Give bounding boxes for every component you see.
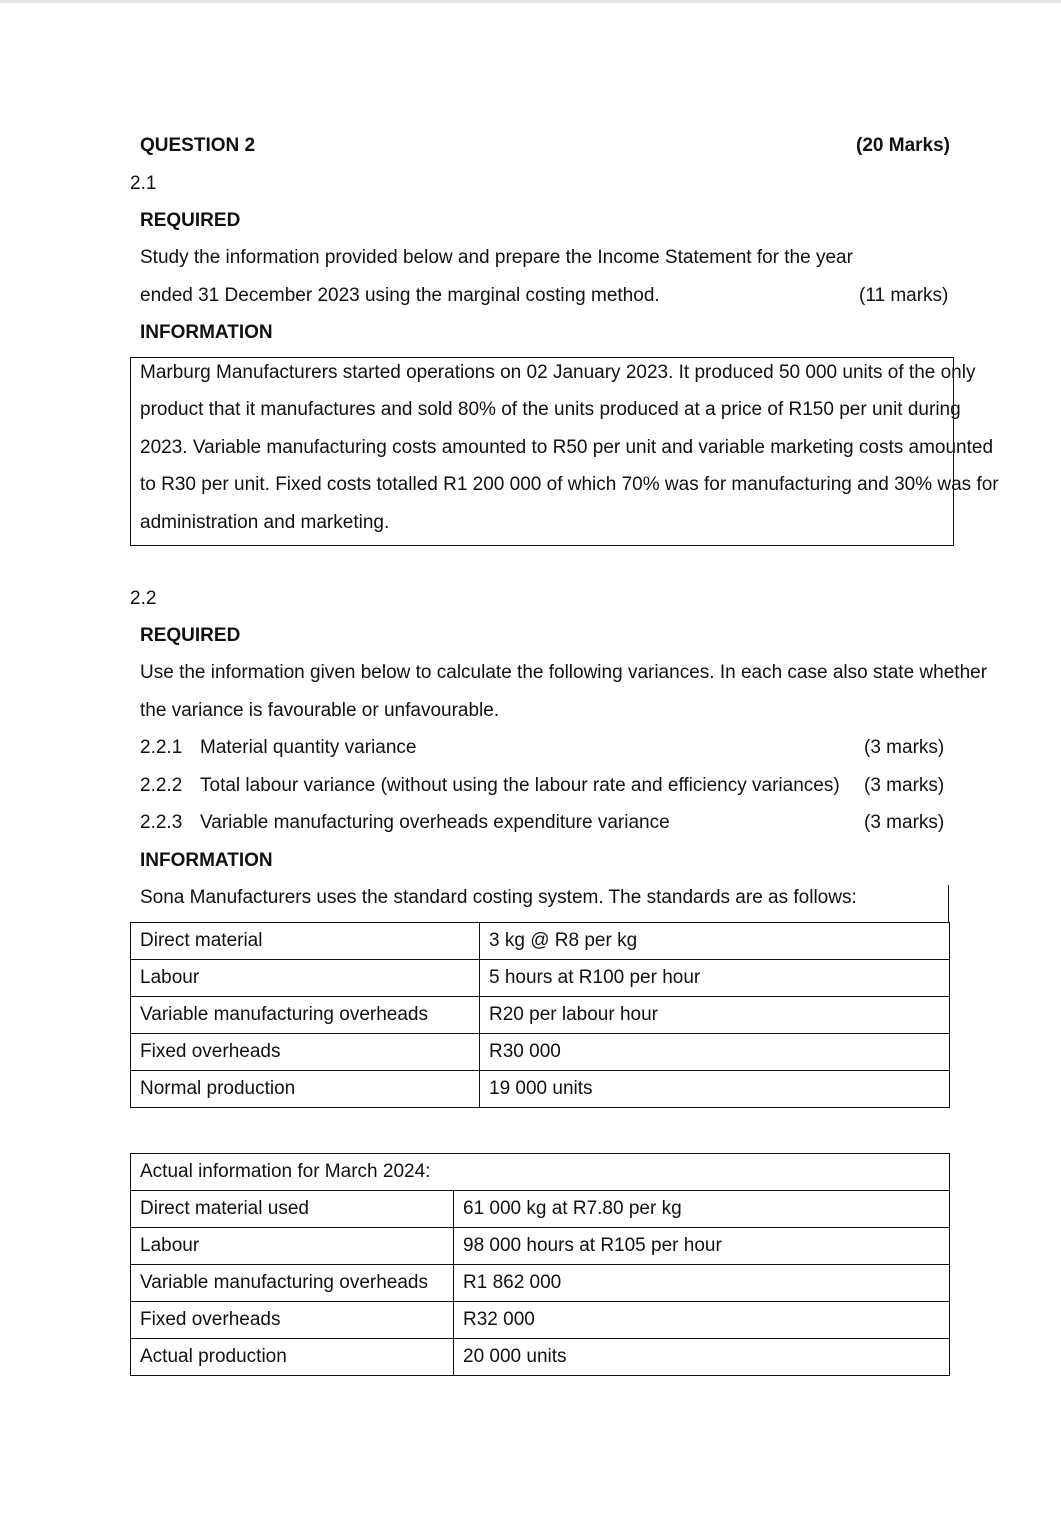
part1-required-line2: ended 31 December 2023 using the marginal costing method. xyxy=(140,285,660,306)
actual-label: Actual production xyxy=(131,1339,454,1376)
item-number: 2.2.2 xyxy=(140,775,183,796)
standards-table xyxy=(130,922,950,1108)
item-marks: (3 marks) xyxy=(864,812,945,833)
part1-info-box xyxy=(130,357,999,546)
standards-label: Fixed overheads xyxy=(131,1034,480,1071)
table-row xyxy=(131,997,950,1034)
actual-heading: Actual information for March 2024: xyxy=(131,1154,950,1191)
part1-required-line1: Study the information provided below and prepare the Income Statement for the year xyxy=(140,247,853,268)
standards-intro-frame-edge xyxy=(948,885,949,923)
standards-value: 3 kg @ R8 per kg xyxy=(480,923,950,960)
part2-info-heading: INFORMATION xyxy=(140,850,273,871)
part2-number: 2.2 xyxy=(130,588,157,609)
item-marks: (3 marks) xyxy=(864,737,945,758)
actual-label: Variable manufacturing overheads xyxy=(131,1265,454,1302)
standards-value: R30 000 xyxy=(480,1034,950,1071)
standards-label: Variable manufacturing overheads xyxy=(131,997,480,1034)
part1-marks: (11 marks) xyxy=(859,285,949,306)
page-top-edge xyxy=(0,0,1061,3)
actual-label: Fixed overheads xyxy=(131,1302,454,1339)
part1-info-line: product that it manufactures and sold 80% of the units produced at a price of R150 per unit during xyxy=(140,399,961,420)
actual-value: R1 862 000 xyxy=(454,1265,950,1302)
actual-label: Direct material used xyxy=(131,1191,454,1228)
part1-info-line: Marburg Manufacturers started operations on 02 January 2023. It produced 50 000 units of the only xyxy=(140,362,976,383)
item-number: 2.2.1 xyxy=(140,737,183,758)
standards-value: 19 000 units xyxy=(480,1071,950,1108)
part1-number: 2.1 xyxy=(130,173,157,194)
table-row xyxy=(131,1071,950,1108)
standards-value: R20 per labour hour xyxy=(480,997,950,1034)
item-text: Variable manufacturing overheads expenditure variance xyxy=(200,812,670,833)
standards-label: Direct material xyxy=(131,923,480,960)
question-title: QUESTION 2 xyxy=(140,135,256,156)
part2-required-heading: REQUIRED xyxy=(140,625,241,646)
standards-label: Labour xyxy=(131,960,480,997)
part1-info-line: to R30 per unit. Fixed costs totalled R1 200 000 of which 70% was for manufacturing and 30% was for xyxy=(140,474,999,495)
table-row xyxy=(131,1339,950,1376)
standards-value: 5 hours at R100 per hour xyxy=(480,960,950,997)
table-row xyxy=(131,1034,950,1071)
item-number: 2.2.3 xyxy=(140,812,183,833)
item-text: Material quantity variance xyxy=(200,737,417,758)
actual-value: 20 000 units xyxy=(454,1339,950,1376)
table-row xyxy=(131,1154,950,1191)
actual-value: 98 000 hours at R105 per hour xyxy=(454,1228,950,1265)
part2-required-line2: the variance is favourable or unfavourable. xyxy=(140,700,500,721)
actual-value: 61 000 kg at R7.80 per kg xyxy=(454,1191,950,1228)
item-text: Total labour variance (without using the labour rate and efficiency variances) xyxy=(200,775,840,796)
standards-label: Normal production xyxy=(131,1071,480,1108)
part1-required-heading: REQUIRED xyxy=(140,210,241,231)
part1-info-line: 2023. Variable manufacturing costs amounted to R50 per unit and variable marketing costs amounted xyxy=(140,437,994,458)
part1-info-line: administration and marketing. xyxy=(140,512,390,533)
table-row xyxy=(131,1191,950,1228)
actual-table xyxy=(130,1153,950,1376)
table-row xyxy=(131,1302,950,1339)
table-row xyxy=(131,1265,950,1302)
table-row xyxy=(131,923,950,960)
part2-required-line1: Use the information given below to calculate the following variances. In each case also state whether xyxy=(140,662,988,683)
item-marks: (3 marks) xyxy=(864,775,945,796)
table-row xyxy=(131,960,950,997)
standards-intro: Sona Manufacturers uses the standard costing system. The standards are as follows: xyxy=(140,887,857,908)
actual-value: R32 000 xyxy=(454,1302,950,1339)
table-row xyxy=(131,1228,950,1265)
question-marks: (20 Marks) xyxy=(856,135,950,156)
part1-info-heading: INFORMATION xyxy=(140,322,273,343)
actual-label: Labour xyxy=(131,1228,454,1265)
